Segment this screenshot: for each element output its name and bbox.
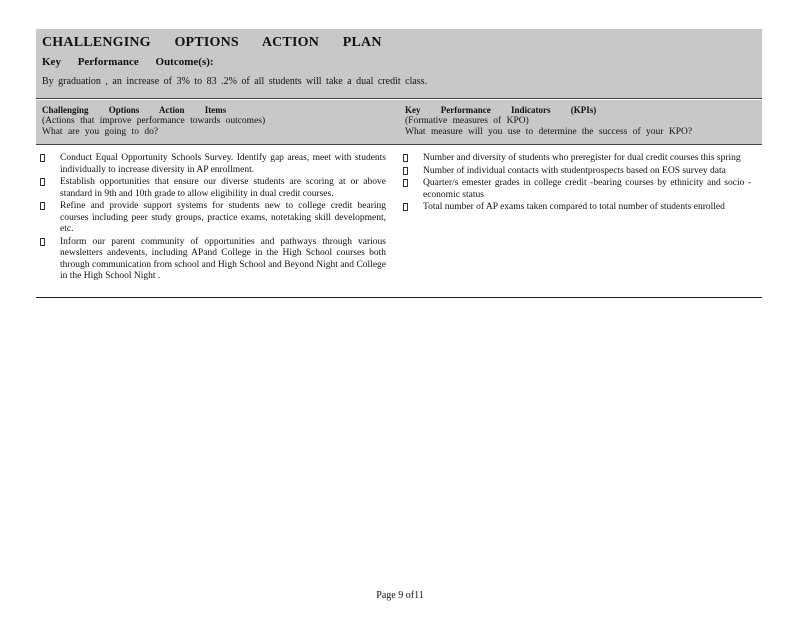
action-items-header bbox=[42, 105, 392, 138]
kpo-statement: By graduation , an increase of 3% to 83 .2% of all students will take a dual credit class. bbox=[42, 76, 428, 87]
bullet-box-icon bbox=[40, 238, 45, 246]
bullet-box-icon bbox=[40, 178, 45, 186]
action-items-title: Challenging Options Action Items bbox=[42, 105, 227, 115]
list-item: Quarter/s emester grades in college credit -bearing courses by ethnicity and socio -economic status bbox=[403, 178, 751, 201]
kpi-title: Key Performance Indicators (KPIs) bbox=[405, 105, 597, 115]
plan-header bbox=[36, 29, 762, 99]
bullet-box-icon bbox=[403, 154, 408, 162]
kpi-list bbox=[403, 153, 751, 215]
action-items-list bbox=[40, 153, 386, 284]
kpi-header bbox=[405, 105, 755, 138]
bullet-box-icon bbox=[40, 154, 45, 162]
kpi-subtitle: (Formative measures of KPO) bbox=[405, 116, 529, 126]
bullet-box-icon bbox=[403, 203, 408, 211]
bullet-box-icon bbox=[403, 179, 408, 187]
list-item: Conduct Equal Opportunity Schools Survey. Identify gap areas, meet with students individually to increase diversity in AP enrollment. bbox=[40, 153, 386, 176]
list-item: Number and diversity of students who preregister for dual credit courses this spring bbox=[403, 153, 751, 165]
action-items-question: What are you going to do? bbox=[42, 127, 159, 137]
list-item: Inform our parent community of opportunities and pathways through various newsletters andevents, including APand College in the High School courses both through communication from school and High School and Beyond Night and College in the High School Night . bbox=[40, 237, 386, 283]
bullet-box-icon bbox=[40, 202, 45, 210]
plan-body bbox=[36, 146, 762, 298]
column-headers bbox=[36, 100, 762, 145]
kpi-question: What measure will you use to determine the success of your KPO? bbox=[405, 127, 693, 137]
list-item: Establish opportunities that ensure our diverse students are scoring at or above standard in 9th and 10th grade to allow eligibility in dual credit courses. bbox=[40, 177, 386, 200]
page-number: Page 9 of11 bbox=[376, 590, 424, 601]
document-title: CHALLENGING OPTIONS ACTION PLAN bbox=[42, 35, 382, 50]
list-item: Total number of AP exams taken compared to total number of students enrolled bbox=[403, 202, 751, 214]
bullet-box-icon bbox=[403, 167, 408, 175]
kpo-label: Key Performance Outcome(s): bbox=[42, 56, 214, 68]
action-items-subtitle: (Actions that improve performance towards outcomes) bbox=[42, 116, 266, 126]
list-item: Refine and provide support systems for students new to college credit bearing courses including peer study groups, practice exams, notetaking skill development, etc. bbox=[40, 201, 386, 236]
list-item: Number of individual contacts with studentprospects based on EOS survey data bbox=[403, 166, 751, 178]
